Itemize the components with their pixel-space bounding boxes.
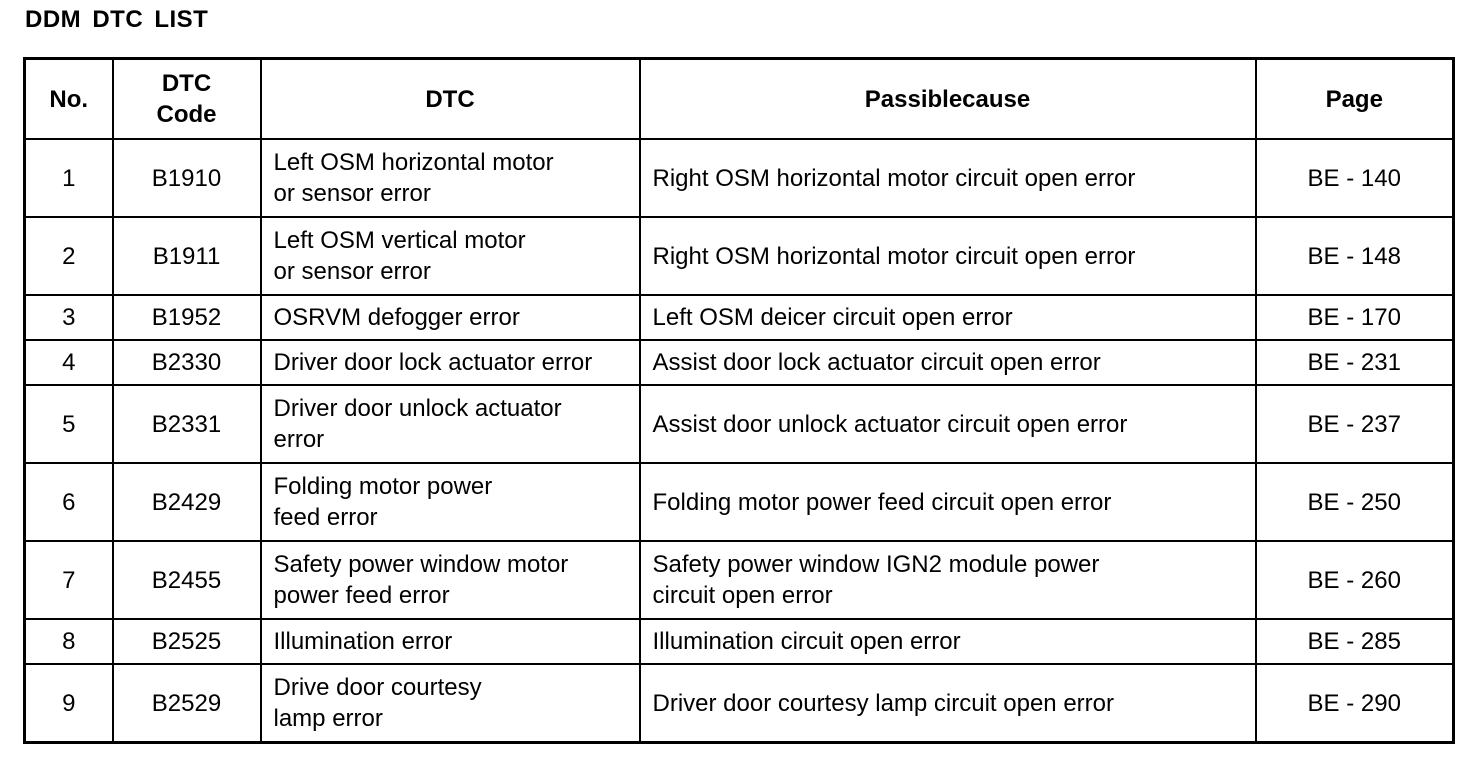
cell-dtc-line: power feed error <box>273 582 450 609</box>
cell-dtc-code: B1952 <box>113 295 261 340</box>
cell-dtc-code: B2455 <box>113 541 261 619</box>
cell-possible-cause <box>640 295 1256 340</box>
table-row <box>25 139 1454 217</box>
cell-possible-cause <box>640 385 1256 463</box>
cell-dtc <box>261 139 640 217</box>
cell-no: 1 <box>25 139 113 217</box>
header-page: Page <box>1256 59 1454 140</box>
cell-page: BE - 237 <box>1256 385 1454 463</box>
cell-possible-cause <box>640 619 1256 664</box>
cell-page: BE - 260 <box>1256 541 1454 619</box>
cell-dtc-line: or sensor error <box>273 258 431 285</box>
header-possible-cause: Passiblecause <box>640 59 1256 140</box>
cell-dtc-line: Driver door lock actuator error <box>273 349 593 376</box>
cell-dtc <box>261 295 640 340</box>
cell-dtc <box>261 340 640 385</box>
table-row <box>25 385 1454 463</box>
table-row <box>25 463 1454 541</box>
cell-possible-cause-line: Driver door courtesy lamp circuit open error <box>652 689 1114 717</box>
cell-dtc-code: B2331 <box>113 385 261 463</box>
cell-possible-cause-line: Illumination circuit open error <box>652 628 961 655</box>
cell-dtc <box>261 541 640 619</box>
cell-possible-cause-line: Right OSM horizontal motor circuit open error <box>652 242 1136 270</box>
table-row <box>25 340 1454 385</box>
cell-possible-cause-line: Assist door unlock actuator circuit open error <box>652 410 1128 438</box>
cell-dtc-line: Left OSM horizontal motor <box>273 149 554 176</box>
cell-dtc-line: Folding motor power <box>273 473 493 500</box>
cell-possible-cause-line: Left OSM deicer circuit open error <box>652 304 1013 331</box>
header-dtc-code-line1: DTC <box>161 70 212 97</box>
table-row <box>25 295 1454 340</box>
header-dtc: DTC <box>261 59 640 140</box>
cell-possible-cause <box>640 139 1256 217</box>
cell-possible-cause <box>640 664 1256 743</box>
document-title: DDM DTC LIST <box>25 6 209 33</box>
cell-no: 9 <box>25 664 113 743</box>
cell-possible-cause <box>640 217 1256 295</box>
table-row <box>25 619 1454 664</box>
cell-dtc-line: error <box>273 426 325 453</box>
cell-no: 6 <box>25 463 113 541</box>
cell-dtc-code: B2525 <box>113 619 261 664</box>
cell-dtc-line: Drive door courtesy <box>273 674 482 701</box>
cell-possible-cause <box>640 340 1256 385</box>
cell-dtc-code: B2429 <box>113 463 261 541</box>
cell-dtc <box>261 619 640 664</box>
cell-possible-cause-line: Folding motor power feed circuit open error <box>652 488 1112 516</box>
table-row <box>25 541 1454 619</box>
cell-dtc-code: B1910 <box>113 139 261 217</box>
table-row <box>25 217 1454 295</box>
header-row <box>25 59 1454 140</box>
header-dtc-code <box>113 59 261 140</box>
cell-dtc-line: or sensor error <box>273 180 431 207</box>
cell-page: BE - 140 <box>1256 139 1454 217</box>
cell-dtc-line: Left OSM vertical motor <box>273 227 526 254</box>
cell-dtc-code: B1911 <box>113 217 261 295</box>
cell-page: BE - 231 <box>1256 340 1454 385</box>
dtc-table <box>23 57 1455 744</box>
cell-possible-cause-line: Right OSM horizontal motor circuit open error <box>652 164 1136 192</box>
cell-possible-cause <box>640 463 1256 541</box>
cell-page: BE - 290 <box>1256 664 1454 743</box>
cell-possible-cause-line: Safety power window IGN2 module power <box>652 551 1100 578</box>
cell-page: BE - 250 <box>1256 463 1454 541</box>
cell-no: 4 <box>25 340 113 385</box>
cell-dtc-line: Driver door unlock actuator <box>273 395 562 422</box>
cell-page: BE - 285 <box>1256 619 1454 664</box>
cell-no: 7 <box>25 541 113 619</box>
cell-no: 5 <box>25 385 113 463</box>
cell-no: 3 <box>25 295 113 340</box>
table-row <box>25 664 1454 743</box>
cell-possible-cause-line: circuit open error <box>652 582 833 609</box>
header-no: No. <box>25 59 113 140</box>
cell-possible-cause <box>640 541 1256 619</box>
cell-dtc-code: B2330 <box>113 340 261 385</box>
cell-dtc <box>261 385 640 463</box>
cell-dtc <box>261 463 640 541</box>
cell-dtc-line: OSRVM defogger error <box>273 304 520 331</box>
cell-dtc-line: feed error <box>273 504 378 531</box>
cell-page: BE - 170 <box>1256 295 1454 340</box>
cell-dtc <box>261 217 640 295</box>
cell-page: BE - 148 <box>1256 217 1454 295</box>
cell-possible-cause-line: Assist door lock actuator circuit open error <box>652 349 1101 376</box>
cell-dtc-line: lamp error <box>273 705 383 732</box>
header-dtc-code-line2: Code <box>156 101 217 128</box>
cell-dtc-code: B2529 <box>113 664 261 743</box>
cell-dtc-line: Safety power window motor <box>273 551 569 578</box>
cell-no: 8 <box>25 619 113 664</box>
cell-dtc-line: Illumination error <box>273 628 453 655</box>
cell-no: 2 <box>25 217 113 295</box>
cell-dtc <box>261 664 640 743</box>
table-body <box>25 139 1454 743</box>
